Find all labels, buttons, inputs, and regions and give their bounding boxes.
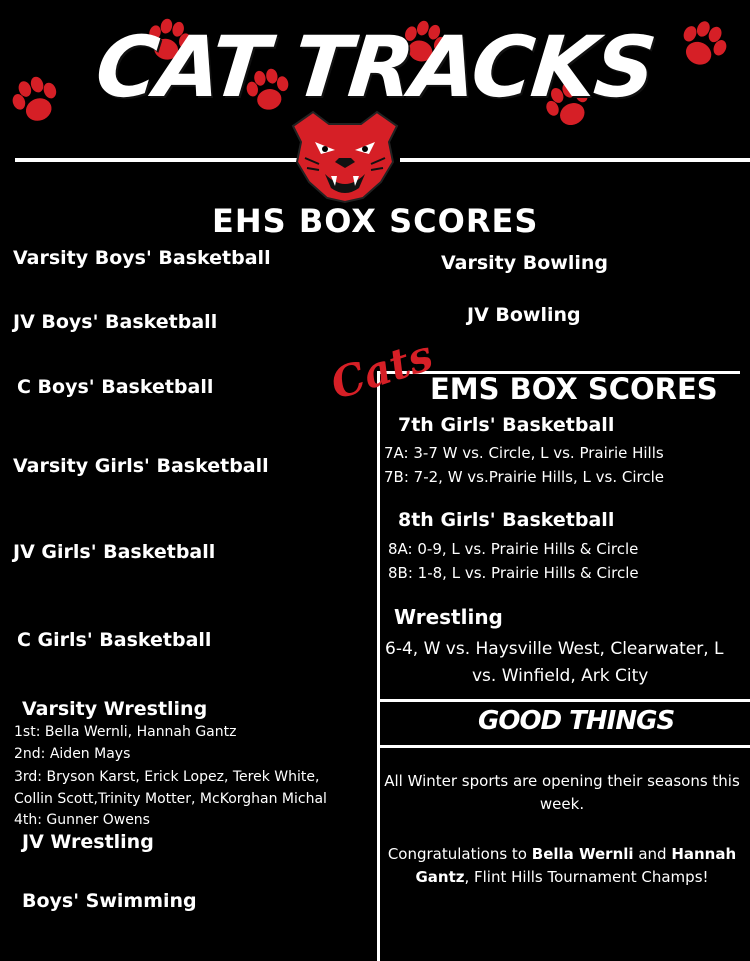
score-line: 8A: 0-9, L vs. Prairie Hills & Circle [388, 540, 639, 558]
c-girls-basketball-label: C Girls' Basketball [17, 629, 212, 651]
varsity-wrestling-label: Varsity Wrestling [22, 698, 208, 720]
cats-script-logo: Cats [324, 330, 439, 409]
eighth-girls-basketball-label: 8th Girls' Basketball [398, 509, 615, 531]
wrestling-result-line: Collin Scott,Trinity Motter, McKorghan Michal [14, 791, 327, 807]
boys-swimming-label: Boys' Swimming [22, 890, 197, 912]
jv-girls-basketball-label: JV Girls' Basketball [13, 541, 216, 563]
seventh-girls-basketball-label: 7th Girls' Basketball [398, 414, 615, 436]
score-line: 7A: 3-7 W vs. Circle, L vs. Prairie Hills [384, 444, 664, 462]
header-divider-left [15, 158, 298, 162]
jv-boys-basketball-label: JV Boys' Basketball [13, 311, 218, 333]
good-things-bottom-border [380, 745, 750, 748]
congrats-text: , Flint Hills Tournament Champs! [464, 868, 709, 886]
wildcat-mascot-icon [285, 108, 405, 204]
score-line: vs. Winfield, Ark City [472, 666, 649, 686]
score-line: 8B: 1-8, L vs. Prairie Hills & Circle [388, 564, 639, 582]
varsity-boys-basketball-label: Varsity Boys' Basketball [13, 247, 271, 269]
page-title: CAT TRACKS [91, 18, 659, 116]
ehs-heading: EHS BOX SCORES [212, 202, 539, 240]
ems-left-border [377, 371, 380, 961]
good-things-top-border [380, 699, 750, 702]
varsity-bowling-label: Varsity Bowling [441, 252, 609, 274]
wrestling-result-line: 3rd: Bryson Karst, Erick Lopez, Terek White, [14, 769, 320, 785]
jv-bowling-label: JV Bowling [467, 304, 581, 326]
ems-wrestling-label: Wrestling [394, 605, 503, 629]
varsity-girls-basketball-label: Varsity Girls' Basketball [13, 455, 269, 477]
jv-wrestling-label: JV Wrestling [22, 831, 154, 853]
honoree-name: Bella Wernli [531, 845, 634, 863]
good-things-heading: GOOD THINGS [478, 706, 675, 736]
congratulations-paragraph [386, 843, 738, 889]
ems-heading: EMS BOX SCORES [430, 372, 718, 406]
good-things-paragraph: All Winter sports are opening their seasons this week. [384, 772, 740, 813]
congrats-text: and [633, 845, 672, 863]
wrestling-result-line: 2nd: Aiden Mays [14, 746, 131, 762]
score-line: 7B: 7-2, W vs.Prairie Hills, L vs. Circle [384, 468, 664, 486]
honoree-name: Hannah Gantz [415, 845, 737, 886]
wrestling-result-line: 1st: Bella Wernli, Hannah Gantz [14, 724, 237, 740]
congrats-text: Congratulations to [387, 845, 532, 863]
score-line: 6-4, W vs. Haysville West, Clearwater, L [385, 639, 724, 659]
header-divider-right [400, 158, 750, 162]
wrestling-result-line: 4th: Gunner Owens [14, 812, 150, 828]
c-boys-basketball-label: C Boys' Basketball [17, 376, 214, 398]
